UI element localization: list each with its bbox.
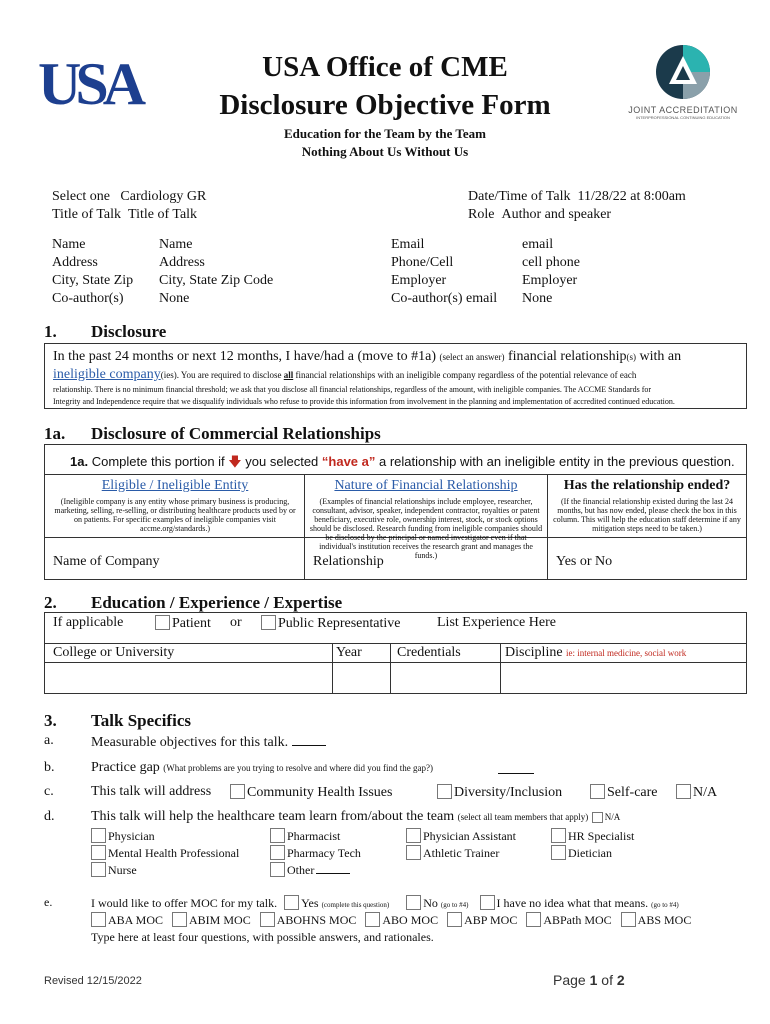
- page-indicator: [553, 972, 625, 988]
- contact-right-values: [522, 236, 580, 308]
- moc-abp[interactable]: [447, 913, 517, 927]
- moc-idk-hint: (go to #4): [651, 901, 679, 909]
- public-rep-checkbox[interactable]: [261, 615, 276, 630]
- option-diversity[interactable]: [437, 784, 562, 801]
- col-entity: [50, 478, 300, 533]
- aba-checkbox[interactable]: [91, 912, 106, 927]
- moc-idk-checkbox[interactable]: [480, 895, 495, 910]
- pharmacy-tech-checkbox[interactable]: [270, 845, 285, 860]
- phone-value[interactable]: cell phone: [522, 255, 580, 270]
- plural-s: (s): [626, 352, 637, 362]
- edu-vrule-3: [500, 643, 501, 694]
- svg-text:USA: USA: [38, 51, 141, 117]
- page-label: Page: [553, 972, 586, 988]
- moc-yes-checkbox[interactable]: [284, 895, 299, 910]
- team-learn-hint: (select all team members that apply): [457, 812, 589, 822]
- disclosure-line-3: relationship. There is no minimum financial threshold; we ask that you disclose all financial relationships, regardless of the amount, with ineligible companies. The ACCME Standards for: [53, 385, 652, 394]
- pa-label: Physician Assistant: [423, 829, 517, 843]
- company-name-field[interactable]: Name of Company: [53, 554, 160, 569]
- abp-label: ABP MOC: [464, 913, 518, 927]
- abs-label: ABS MOC: [637, 913, 692, 927]
- moc-boards-row: [91, 912, 691, 928]
- item-c-label: This talk will address: [91, 784, 212, 799]
- item-e-letter: e.: [44, 895, 53, 909]
- abim-label: ABIM MOC: [189, 913, 251, 927]
- select-one-row: [52, 189, 206, 205]
- col-ended-head: Has the relationship ended?: [563, 478, 731, 493]
- moc-no[interactable]: [406, 896, 468, 910]
- intro-number: 1a.: [70, 454, 89, 469]
- moc-idk[interactable]: [480, 896, 679, 910]
- accreditation-name: JOINT ACCREDITATION: [628, 105, 738, 115]
- moc-abs[interactable]: [621, 913, 692, 927]
- abo-checkbox[interactable]: [365, 912, 380, 927]
- col-nature-head[interactable]: Nature of Financial Relationship: [334, 478, 518, 493]
- c-na-label: N/A: [693, 785, 718, 800]
- community-health-label: Community Health Issues: [247, 785, 393, 800]
- coauthor-email-label: Co-author(s) email: [391, 291, 498, 306]
- title-row: [52, 207, 197, 223]
- page-total: 2: [616, 972, 625, 988]
- employer-value[interactable]: Employer: [522, 273, 578, 288]
- col-ended: [551, 478, 743, 533]
- section-1-title: Disclosure: [91, 322, 167, 341]
- all-emphasis: all: [283, 370, 294, 380]
- section-3-number: 3.: [44, 711, 57, 730]
- d-na-checkbox[interactable]: [592, 812, 603, 823]
- with-an-text: with an: [639, 349, 682, 364]
- coauthor-email-value[interactable]: None: [522, 291, 553, 306]
- community-health-checkbox[interactable]: [230, 784, 245, 799]
- abohns-checkbox[interactable]: [260, 912, 275, 927]
- team-pharmacist[interactable]: [270, 828, 361, 845]
- moc-label: I would like to offer MOC for my talk.: [91, 896, 278, 910]
- item-e-row: [91, 895, 679, 911]
- have-a-emphasis: “have a”: [321, 454, 376, 469]
- or-text: or: [230, 615, 242, 630]
- c-na-checkbox[interactable]: [676, 784, 691, 799]
- objectives-blank[interactable]: [292, 733, 326, 746]
- datetime-label: Date/Time of Talk: [468, 189, 571, 204]
- team-dietician[interactable]: [551, 845, 634, 862]
- other-blank[interactable]: [316, 862, 350, 874]
- abohns-label: ABOHNS MOC: [276, 913, 357, 927]
- discipline-header: [505, 645, 686, 661]
- form-title-line2: Disclosure Objective Form: [219, 89, 551, 121]
- self-care-checkbox[interactable]: [590, 784, 605, 799]
- nurse-label: Nurse: [108, 863, 137, 877]
- disclosure-text: In the past 24 months or next 12 months, I have/had a (move to #1a): [53, 349, 436, 364]
- city-value[interactable]: City, State Zip Code: [159, 273, 274, 288]
- revised-date: Revised 12/15/2022: [44, 975, 142, 987]
- other-checkbox[interactable]: [270, 862, 285, 877]
- col-nature-desc: (Examples of financial relationships include employee, researcher, consultant, advisor, speaker, independent contractor, royalties or patent beneficiary, executive role, ownership interest, stock, or stock options should be disclosed. Research funding from ineligible companies should be disclosed by the principal or named investigator even if that individual's institution receives the research grant and manages the funds.): [309, 497, 543, 560]
- d-na-label: N/A: [604, 812, 621, 822]
- ies-text: (ies).: [160, 370, 179, 380]
- required-text: You are required to disclose: [180, 370, 282, 380]
- intro-text-3: a relationship with an ineligible entity in the previous question.: [379, 454, 735, 469]
- edu-rule-1: [44, 643, 747, 644]
- down-arrow-icon: 🡇: [228, 454, 242, 469]
- item-a-row: [91, 733, 326, 751]
- ineligible-company-link[interactable]: ineligible company: [53, 367, 161, 382]
- moc-abo[interactable]: [365, 913, 438, 927]
- section-3-title: Talk Specifics: [91, 711, 191, 730]
- patient-checkbox[interactable]: [155, 615, 170, 630]
- phone-label: Phone/Cell: [391, 255, 454, 270]
- team-athletic-trainer[interactable]: [406, 845, 516, 862]
- patient-label: Patient: [172, 616, 211, 631]
- diversity-label: Diversity/Inclusion: [454, 785, 563, 800]
- edu-vrule-2: [390, 643, 391, 694]
- email-value[interactable]: email: [522, 237, 554, 252]
- list-experience-field[interactable]: List Experience Here: [437, 615, 556, 630]
- hr-checkbox[interactable]: [551, 828, 566, 843]
- role-row: [468, 207, 611, 223]
- joint-accreditation-logo: [628, 44, 738, 124]
- self-care-label: Self-care: [607, 785, 658, 800]
- section-1-number: 1.: [44, 322, 57, 341]
- item-c-letter: c.: [44, 784, 54, 799]
- city-label: City, State Zip: [52, 273, 134, 288]
- title-label: Title of Talk: [52, 207, 122, 222]
- item-d-row: [91, 809, 620, 825]
- year-header: Year: [336, 645, 362, 660]
- moc-no-label: No: [423, 896, 438, 910]
- diversity-checkbox[interactable]: [437, 784, 452, 799]
- disclosure-line-1: [53, 349, 681, 365]
- page-of: of: [601, 972, 613, 988]
- team-nurse[interactable]: [91, 862, 239, 879]
- objectives-label: Measurable objectives for this talk.: [91, 735, 289, 750]
- abpath-label: ABPath MOC: [543, 913, 612, 927]
- disclosure-line-2: [53, 367, 636, 383]
- other-label: Other: [287, 863, 315, 877]
- moc-idk-label: I have no idea what that means.: [496, 896, 649, 910]
- practice-gap-hint: (What problems are you trying to resolve and where did you find the gap?): [163, 763, 433, 773]
- accreditation-subline: INTERPROFESSIONAL CONTINUING EDUCATION: [636, 115, 730, 120]
- title-value[interactable]: Title of Talk: [128, 207, 198, 222]
- address-label: Address: [52, 255, 98, 270]
- abim-checkbox[interactable]: [172, 912, 187, 927]
- select-answer-hint[interactable]: (select an answer): [439, 352, 505, 362]
- moc-no-checkbox[interactable]: [406, 895, 421, 910]
- contact-right-labels: [391, 236, 497, 308]
- option-self-care[interactable]: [590, 784, 658, 801]
- moc-abim[interactable]: [172, 913, 251, 927]
- col-entity-head[interactable]: Eligible / Ineligible Entity: [101, 478, 249, 493]
- section-1a-title: Disclosure of Commercial Relationships: [91, 424, 381, 443]
- mental-health-label: Mental Health Professional: [108, 846, 240, 860]
- item-d-letter: d.: [44, 809, 55, 824]
- section-2-number: 2.: [44, 593, 57, 612]
- intro-text-2: you selected: [245, 454, 319, 469]
- datetime-row: [468, 189, 686, 205]
- item-b-row: [91, 760, 433, 776]
- team-col-2: [270, 828, 361, 879]
- practice-gap-blank[interactable]: [498, 773, 534, 774]
- select-one-label: Select one: [52, 189, 110, 204]
- athletic-trainer-label: Athletic Trainer: [423, 846, 500, 860]
- abs-checkbox[interactable]: [621, 912, 636, 927]
- abo-label: ABO MOC: [382, 913, 439, 927]
- abpath-checkbox[interactable]: [526, 912, 541, 927]
- table-vrule-2: [547, 474, 548, 580]
- dietician-label: Dietician: [568, 846, 612, 860]
- financial-relationship-text: financial relationship: [507, 349, 627, 364]
- form-title-line1: USA Office of CME: [262, 51, 508, 83]
- moc-no-hint: (go to #4): [440, 901, 469, 909]
- name-label: Name: [52, 237, 86, 252]
- pharmacy-tech-label: Pharmacy Tech: [287, 846, 361, 860]
- team-col-4: [551, 828, 634, 862]
- questions-field[interactable]: Type here at least four questions, with possible answers, and rationales.: [91, 930, 434, 944]
- team-mental-health[interactable]: [91, 845, 239, 862]
- moc-yes-hint: (complete this question): [321, 901, 390, 909]
- discipline-label: Discipline: [505, 645, 563, 660]
- subtitle-2: Nothing About Us Without Us: [301, 144, 469, 159]
- hr-label: HR Specialist: [568, 829, 635, 843]
- team-learn-label: This talk will help the healthcare team learn from/about the team: [91, 809, 455, 824]
- employer-label: Employer: [391, 273, 447, 288]
- moc-abpath[interactable]: [526, 913, 611, 927]
- subtitle-1: Education for the Team by the Team: [283, 126, 486, 141]
- team-physician[interactable]: [91, 828, 239, 845]
- team-col-1: [91, 828, 239, 879]
- pharmacist-label: Pharmacist: [287, 829, 341, 843]
- public-rep-label: Public Representative: [278, 616, 401, 631]
- team-other[interactable]: [270, 862, 361, 879]
- discipline-hint: ie: internal medicine, social work: [566, 648, 687, 658]
- team-hr[interactable]: [551, 828, 634, 845]
- name-value[interactable]: Name: [159, 237, 193, 252]
- nurse-checkbox[interactable]: [91, 862, 106, 877]
- yes-no-field[interactable]: Yes or No: [556, 554, 613, 569]
- role-value[interactable]: Author and speaker: [501, 207, 612, 222]
- team-pa[interactable]: [406, 828, 516, 845]
- page-number: 1: [589, 972, 598, 988]
- section-1a-number: 1a.: [44, 424, 66, 443]
- relationship-field[interactable]: Relationship: [313, 554, 384, 569]
- moc-abohns[interactable]: [260, 913, 357, 927]
- coauthor-value[interactable]: None: [159, 291, 190, 306]
- regardless-text: financial relationships with an ineligible company regardless of the potential relevance of each: [295, 370, 637, 380]
- contact-left-values: [159, 236, 273, 308]
- college-header: College or University: [53, 645, 175, 660]
- item-b-letter: b.: [44, 760, 55, 775]
- dietician-checkbox[interactable]: [551, 845, 566, 860]
- intro-text: Complete this portion if: [91, 454, 225, 469]
- physician-checkbox[interactable]: [91, 828, 106, 843]
- disclosure-line-4: Integrity and Independence require that we disqualify individuals who refuse to provide this information from involvement in the planning and implementation of accredited continued education.: [53, 397, 675, 406]
- pharmacist-checkbox[interactable]: [270, 828, 285, 843]
- patient-option[interactable]: [155, 615, 211, 632]
- contact-left-labels: [52, 236, 133, 308]
- edu-vrule-1: [332, 643, 333, 694]
- option-community-health[interactable]: [230, 784, 392, 801]
- item-a-letter: a.: [44, 733, 54, 748]
- select-one-value[interactable]: Cardiology GR: [120, 189, 207, 204]
- col-nature: [309, 478, 543, 560]
- abp-checkbox[interactable]: [447, 912, 462, 927]
- aba-label: ABA MOC: [108, 913, 164, 927]
- datetime-value[interactable]: 11/28/22 at 8:00am: [577, 189, 686, 204]
- address-value[interactable]: Address: [159, 255, 205, 270]
- col-ended-desc: (If the financial relationship existed during the last 24 months, but has now ended, please check the box in this column. This will help the education staff determine if any mitigation steps need to be taken.): [553, 497, 741, 533]
- col-entity-desc: (Ineligible company is any entity whose primary business is producing, marketing, selling, re-selling, or distributing healthcare products used by or on patients. For specific examples of ineligible companies visit accme.org/standards.): [54, 497, 296, 533]
- moc-yes-label: Yes: [301, 896, 319, 910]
- athletic-trainer-checkbox[interactable]: [406, 845, 421, 860]
- credentials-header: Credentials: [397, 645, 461, 660]
- team-pharmacy-tech[interactable]: [270, 845, 361, 862]
- physician-label: Physician: [108, 829, 155, 843]
- section-2-title: Education / Experience / Expertise: [91, 593, 343, 612]
- pa-checkbox[interactable]: [406, 828, 421, 843]
- email-label: Email: [391, 237, 425, 252]
- practice-gap-label: Practice gap: [91, 760, 160, 775]
- coauthor-label: Co-author(s): [52, 291, 124, 306]
- table-vrule-1: [304, 474, 305, 580]
- public-rep-option[interactable]: [261, 615, 400, 632]
- team-col-3: [406, 828, 516, 862]
- section-1a-intro: [70, 453, 735, 475]
- option-c-na[interactable]: [676, 784, 717, 801]
- mental-health-checkbox[interactable]: [91, 845, 106, 860]
- moc-yes[interactable]: [284, 896, 389, 910]
- moc-aba[interactable]: [91, 913, 163, 927]
- if-applicable-label: If applicable: [53, 615, 124, 630]
- role-label: Role: [468, 207, 495, 222]
- edu-rule-2: [44, 662, 747, 663]
